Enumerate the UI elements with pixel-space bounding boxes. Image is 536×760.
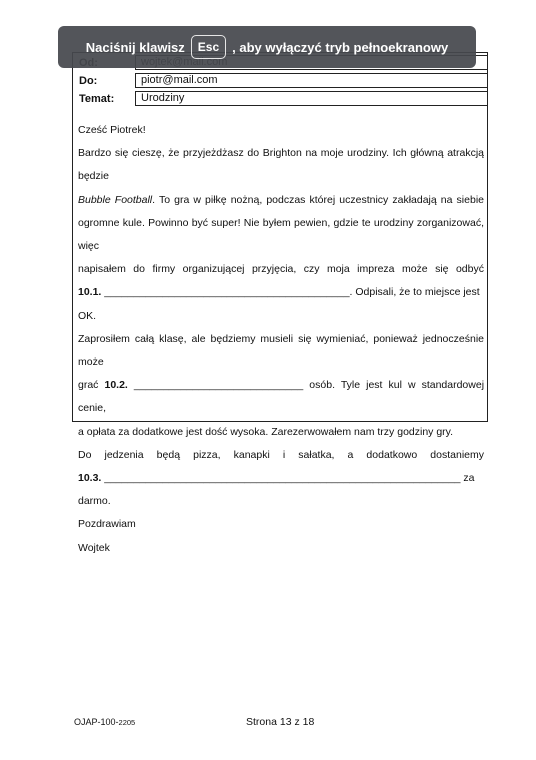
email-body [78, 119, 484, 560]
body-text-span: . Odpisali, że to miejsce jest OK. [78, 286, 480, 322]
gap-10-3-blank: _____________________________________________________________ [104, 472, 461, 485]
greeting: Cześć Piotrek! [78, 124, 146, 136]
exam-code [74, 717, 135, 727]
closing: Pozdrawiam [78, 518, 136, 531]
gap-line-10-3 [78, 467, 484, 513]
body-line: Bardzo się cieszę, że przyjeżdżasz do Brighton na moje urodziny. Ich główną atrakcją będzie [78, 147, 484, 183]
body-text-span: grać [78, 379, 99, 392]
fullscreen-exit-notice [58, 26, 476, 68]
gap-line-10-1 [78, 281, 484, 327]
body-text-span: . To gra w piłkę nożną, podczas której uczestnicy zakładają na siebie [152, 193, 484, 206]
esc-key-badge: Esc [191, 35, 226, 59]
body-text-span: za darmo. [78, 472, 475, 508]
subject-row [73, 91, 487, 108]
to-label: Do: [79, 75, 98, 87]
body-line: Do jedzenia będą pizza, kanapki i sałatka, a dodatkowo dostaniemy [78, 448, 484, 461]
page-number: Strona 13 z 18 [246, 716, 315, 728]
body-line: a opłata za dodatkowe jest dość wysoka. Zarezerwowałem nam trzy godziny gry. [78, 425, 454, 438]
toast-text-before: Naciśnij klawisz [85, 39, 185, 55]
body-line: napisałem do firmy organizującej przyjęcia, czy moja impreza może się odbyć [78, 263, 484, 276]
email-form [72, 52, 488, 554]
gap-line-10-2 [78, 374, 484, 420]
subject-label: Temat: [79, 93, 115, 105]
toast-text-after: , aby wyłączyć tryb pełnoekranowy [232, 39, 449, 55]
game-name: Bubble Football [78, 193, 153, 206]
gap-number: 10.1. [78, 286, 102, 299]
body-line: ogromne kule. Powinno być super! Nie byłem pewien, gdzie te urodziny zorganizować, więc [78, 216, 484, 253]
gap-number: 10.3. [78, 472, 102, 485]
to-row [73, 73, 487, 90]
exam-code-main: OJAP-100- [74, 717, 119, 727]
gap-10-2-blank: _____________________________ [133, 379, 304, 392]
to-field: piotr@mail.com [135, 73, 487, 88]
body-line [78, 189, 484, 212]
body-text-span: osób. Tyle jest kul w standardowej cenie, [78, 379, 485, 415]
signature: Wojtek [78, 541, 110, 554]
exam-code-suffix: 2205 [118, 718, 136, 727]
subject-field: Urodziny [135, 91, 487, 106]
body-line: Zaprosiłem całą klasę, ale będziemy musieli się wymieniać, ponieważ jednocześnie może [78, 332, 484, 369]
gap-10-1-blank: __________________________________________ [104, 286, 350, 299]
gap-number: 10.2. [104, 379, 128, 392]
